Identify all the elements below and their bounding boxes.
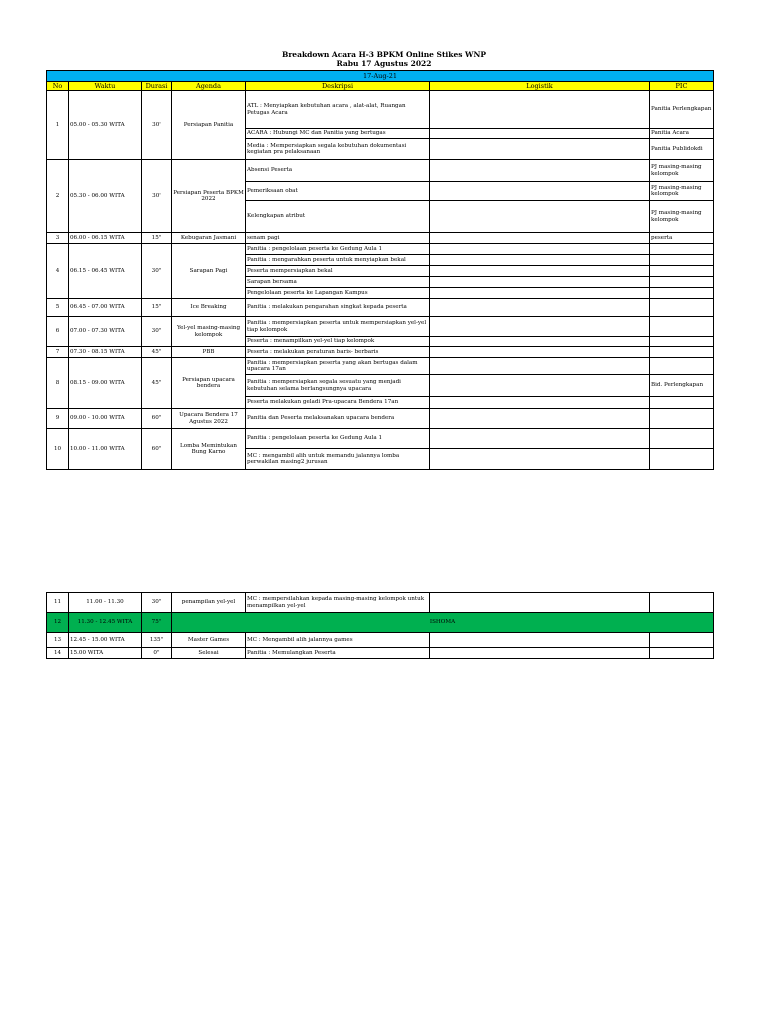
- row-time: 06.00 - 06.15 WITA: [69, 233, 142, 244]
- row-description: Panitia dan Peserta melaksanakan upacara bendera: [246, 409, 430, 429]
- row-time: 11.30 - 12.45 WITA: [69, 613, 142, 633]
- row-agenda: Master Games: [172, 633, 246, 648]
- row-duration: 0": [142, 648, 172, 659]
- row-duration: 30": [142, 593, 172, 613]
- row-pic: Bid. Perlengkapan: [650, 375, 714, 397]
- row-pic: [650, 648, 714, 659]
- row-pic: Panitia Perlengkapan: [650, 91, 714, 129]
- row-time: 11.00 - 11.30: [69, 593, 142, 613]
- row-time: 07.30 - 08.15 WITA: [69, 347, 142, 358]
- table-row: [47, 91, 714, 129]
- row-logistics: [430, 244, 650, 255]
- row-agenda: Persiapan upacara bendera: [172, 358, 246, 409]
- row-logistics: [430, 91, 650, 129]
- row-description: Panitia : mempersiapkan peserta yang akan bertugas dalam upacara 17an: [246, 358, 430, 375]
- row-time: 10.00 - 11.00 WITA: [69, 429, 142, 470]
- row-logistics: [430, 233, 650, 244]
- row-description: Panitia : melakukan pengarahan singkat kepada peserta: [246, 299, 430, 317]
- document-title: Breakdown Acara H-3 BPKM Online Stikes WNP: [282, 50, 486, 59]
- row-description: Sarapan bersama: [246, 277, 430, 288]
- row-pic: PJ masing-masing kelompok: [650, 160, 714, 182]
- row-time: 06.15 - 06.45 WITA: [69, 244, 142, 299]
- row-description: MC : mengambil alih untuk memandu jalannya lomba perwakilan masing2 jurusan: [246, 449, 430, 470]
- row-agenda: Persiapan Panitia: [172, 91, 246, 160]
- row-description: Kelengkapan atribut: [246, 201, 430, 233]
- row-agenda: PBB: [172, 347, 246, 358]
- row-number: 1: [47, 91, 69, 160]
- schedule-table-continued: [46, 592, 714, 659]
- row-number: 14: [47, 648, 69, 659]
- row-number: 2: [47, 160, 69, 233]
- row-description: MC : Mengambil alih jalannya games: [246, 633, 430, 648]
- table-row: [47, 648, 714, 659]
- row-agenda: Sarapan Pagi: [172, 244, 246, 299]
- row-logistics: [430, 160, 650, 182]
- row-number: 8: [47, 358, 69, 409]
- row-time: 15.00 WITA: [69, 648, 142, 659]
- row-duration: 30": [142, 244, 172, 299]
- table-row: [47, 347, 714, 358]
- row-pic: Panitia Publidokdi: [650, 139, 714, 160]
- row-description: Panitia : Memulangkan Peserta: [246, 648, 430, 659]
- row-description: Panitia : mempersiapkan segala sesuatu yang menjadi kebutuhan selama berlangsungnya upacara: [246, 375, 430, 397]
- row-description: Peserta mempersiapkan bekal: [246, 266, 430, 277]
- row-description: Pengelolaan peserta ke Lapangan Kampus: [246, 288, 430, 299]
- header-logistik: Logistik: [430, 82, 650, 91]
- row-logistics: [430, 182, 650, 201]
- table-row: [47, 299, 714, 317]
- row-number: 12: [47, 613, 69, 633]
- row-description: Peserta melakukan geladi Pra-upacara Bendera 17an: [246, 397, 430, 409]
- row-duration: 45": [142, 347, 172, 358]
- row-pic: peserta: [650, 233, 714, 244]
- row-duration: 15": [142, 299, 172, 317]
- row-duration: 60": [142, 429, 172, 470]
- row-logistics: [430, 277, 650, 288]
- row-pic: [650, 266, 714, 277]
- row-description: senam pagi: [246, 233, 430, 244]
- row-duration: 30': [142, 160, 172, 233]
- row-time: 12.45 - 15.00 WITA: [69, 633, 142, 648]
- table-row: [47, 429, 714, 449]
- row-logistics: [430, 375, 650, 397]
- row-duration: 30": [142, 317, 172, 347]
- row-time: 08.15 - 09.00 WITA: [69, 358, 142, 409]
- row-number: 3: [47, 233, 69, 244]
- row-logistics: [430, 358, 650, 375]
- row-description: Media : Mempersiapkan segala kebutuhan dokumentasi kegiatan pra pelaksanaan: [246, 139, 430, 160]
- row-agenda: Persiapan Peserta BPKM 2022: [172, 160, 246, 233]
- row-number: 7: [47, 347, 69, 358]
- row-duration: 15": [142, 233, 172, 244]
- row-pic: [650, 358, 714, 375]
- header-deskripsi: Deskripsi: [246, 82, 430, 91]
- header-agenda: Agenda: [172, 82, 246, 91]
- row-description: Pemeriksaan obat: [246, 182, 430, 201]
- row-description: Panitia : pengelolaan peserta ke Gedung Aula 1: [246, 244, 430, 255]
- date-bar: 17-Aug-21: [47, 71, 714, 82]
- row-time: 05.30 - 06.00 WITA: [69, 160, 142, 233]
- row-duration: 30': [142, 91, 172, 160]
- table-row: [47, 233, 714, 244]
- table-row: [47, 409, 714, 429]
- row-agenda: Ice Breaking: [172, 299, 246, 317]
- row-duration: 45": [142, 358, 172, 409]
- table-row: [47, 244, 714, 255]
- ishoma-break: ISHOMA: [172, 613, 714, 633]
- row-duration: 75": [142, 613, 172, 633]
- row-time: 07.00 - 07.30 WITA: [69, 317, 142, 347]
- row-agenda: Selesai: [172, 648, 246, 659]
- row-logistics: [430, 255, 650, 266]
- row-pic: [650, 255, 714, 266]
- table-row: [47, 160, 714, 182]
- row-number: 9: [47, 409, 69, 429]
- row-agenda: Kebugaran Jasmani: [172, 233, 246, 244]
- table-row: [47, 593, 714, 613]
- row-logistics: [430, 139, 650, 160]
- row-number: 13: [47, 633, 69, 648]
- row-description: Panitia : pengelolaan peserta ke Gedung Aula 1: [246, 429, 430, 449]
- row-logistics: [430, 129, 650, 139]
- row-logistics: [430, 429, 650, 449]
- row-agenda: Upacara Bendera 17 Agustus 2022: [172, 409, 246, 429]
- row-pic: [650, 429, 714, 449]
- header-row: [47, 82, 714, 91]
- row-pic: [650, 347, 714, 358]
- row-logistics: [430, 633, 650, 648]
- header-durasi: Durasi: [142, 82, 172, 91]
- header-no: No: [47, 82, 69, 91]
- row-logistics: [430, 266, 650, 277]
- row-pic: PJ masing-masing kelompok: [650, 182, 714, 201]
- document-subtitle: Rabu 17 Agustus 2022: [336, 59, 432, 68]
- row-logistics: [430, 449, 650, 470]
- row-pic: Panitia Acara: [650, 129, 714, 139]
- row-pic: PJ masing-masing kelompok: [650, 201, 714, 233]
- row-agenda: penampilan yel-yel: [172, 593, 246, 613]
- header-pic: PIC: [650, 82, 714, 91]
- row-pic: [650, 299, 714, 317]
- row-logistics: [430, 317, 650, 337]
- header-waktu: Waktu: [69, 82, 142, 91]
- row-pic: [650, 277, 714, 288]
- row-duration: 135": [142, 633, 172, 648]
- row-logistics: [430, 288, 650, 299]
- row-logistics: [430, 201, 650, 233]
- row-pic: [650, 449, 714, 470]
- row-pic: [650, 244, 714, 255]
- row-pic: [650, 409, 714, 429]
- row-description: ATL : Menyiapkan kebutuhan acara , alat-alat, Ruangan Petugas Acara: [246, 91, 430, 129]
- table-row: [47, 613, 714, 633]
- row-description: Panitia : mempersiapkan peserta untuk mempersiapkan yel-yel tiap kelompok: [246, 317, 430, 337]
- row-logistics: [430, 347, 650, 358]
- row-logistics: [430, 409, 650, 429]
- row-description: Peserta : menampilkan yel-yel tiap kelompok: [246, 337, 430, 347]
- row-pic: [650, 633, 714, 648]
- row-duration: 60": [142, 409, 172, 429]
- row-time: 05.00 - 05.30 WITA: [69, 91, 142, 160]
- row-number: 11: [47, 593, 69, 613]
- row-description: Panitia : mengarahkan peserta untuk menyiapkan bekal: [246, 255, 430, 266]
- row-pic: [650, 397, 714, 409]
- table-row: [47, 358, 714, 375]
- schedule-table: [46, 70, 714, 470]
- row-pic: [650, 288, 714, 299]
- row-number: 5: [47, 299, 69, 317]
- row-pic: [650, 593, 714, 613]
- row-logistics: [430, 337, 650, 347]
- row-number: 6: [47, 317, 69, 347]
- row-number: 4: [47, 244, 69, 299]
- row-agenda: Lomba Memintukan Bung Karno: [172, 429, 246, 470]
- row-description: Peserta : melakukan peraturan baris- berbaris: [246, 347, 430, 358]
- row-agenda: Yel-yel masing-masing kelompok: [172, 317, 246, 347]
- table-row: [47, 317, 714, 337]
- row-logistics: [430, 397, 650, 409]
- row-logistics: [430, 299, 650, 317]
- row-pic: [650, 337, 714, 347]
- row-description: MC : mempersilahkan kepada masing-masing kelompok untuk menampilkan yel-yel: [246, 593, 430, 613]
- row-time: 09.00 - 10.00 WITA: [69, 409, 142, 429]
- row-description: ACARA : Hubungi MC dan Panitia yang bertugas: [246, 129, 430, 139]
- row-logistics: [430, 648, 650, 659]
- row-description: Absensi Peserta: [246, 160, 430, 182]
- row-time: 06.45 - 07.00 WITA: [69, 299, 142, 317]
- row-logistics: [430, 593, 650, 613]
- table-row: [47, 633, 714, 648]
- row-pic: [650, 317, 714, 337]
- row-number: 10: [47, 429, 69, 470]
